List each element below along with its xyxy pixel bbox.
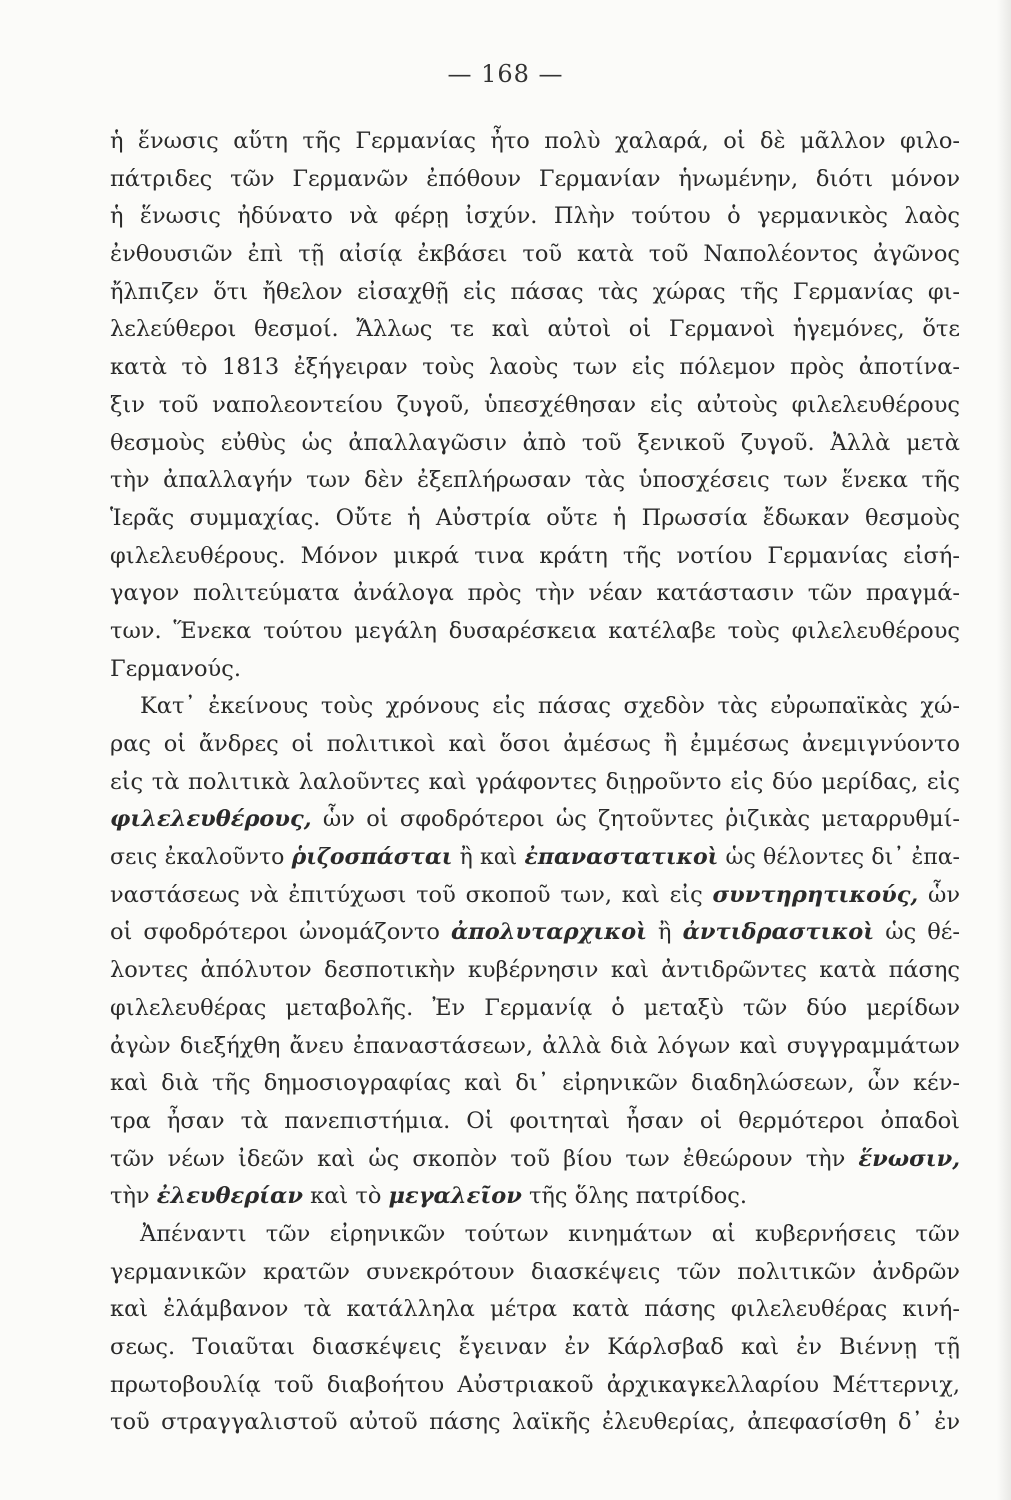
text-line: ἤλπιζεν ὅτι ἤθελον εἰσαχθῇ εἰς πάσας τὰς χώρας τῆς Γερμανίας φι- — [110, 278, 960, 305]
text-line: Γερμανούς. — [110, 655, 241, 682]
text-line: Ἀπέναντι τῶν εἰρηνικῶν τούτων κινημάτων αἱ κυβερνήσεις τῶν — [140, 1220, 960, 1247]
text-line: θεσμοὺς εὐθὺς ὡς ἀπαλλαγῶσιν ἀπὸ τοῦ ξενικοῦ ζυγοῦ. Ἀλλὰ μετὰ — [110, 429, 960, 456]
text-line: πάτριδες τῶν Γερμανῶν ἐπόθουν Γερμανίαν ἡνωμένην, διότι μόνον — [110, 165, 960, 192]
text-line: τὴν ἀπαλλαγήν των δὲν ἐξεπλήρωσαν τὰς ὑποσχέσεις των ἕνεκα τῆς — [110, 467, 960, 494]
text-line: σεως. Τοιαῦται διασκέψεις ἔγειναν ἐν Κάρλσβαδ καὶ ἐν Βιέννῃ τῇ — [110, 1334, 960, 1360]
text-line: γερμανικῶν κρατῶν συνεκρότουν διασκέψεις τῶν πολιτικῶν ἀνδρῶν — [110, 1258, 960, 1285]
text-line: Ἱερᾶς συμμαχίας. Οὔτε ἡ Αὐστρία οὔτε ἡ Πρωσσία ἔδωκαν θεσμοὺς — [110, 504, 960, 531]
text-line: φιλελευθέρους. Μόνον μικρά τινα κράτη τῆς νοτίου Γερμανίας εἰσή- — [110, 542, 960, 569]
text-line: τοῦ στραγγαλιστοῦ αὐτοῦ πάσης λαϊκῆς ἐλευθερίας, ἀπεφασίσθη δ᾿ ἐν — [110, 1409, 960, 1436]
page-edge-shadow — [997, 0, 1011, 1500]
text-line: τὴν ἐλευθερίαν καὶ τὸ μεγαλεῖον τῆς ὅλης πατρίδος. — [110, 1183, 748, 1210]
text-line: φιλελευθέρας μεταβολῆς. Ἐν Γερμανίᾳ ὁ μεταξὺ τῶν δύο μερίδων — [110, 994, 960, 1021]
text-line: λελεύθεροι θεσμοί. Ἄλλως τε καὶ αὐτοὶ οἱ Γερμανοὶ ἡγεμόνες, ὅτε — [110, 316, 960, 343]
text-line: φιλελευθέρους, ὧν οἱ σφοδρότεροι ὡς ζητοῦντες ῥιζικὰς μεταρρυθμί- — [110, 806, 961, 833]
text-line: ρας οἱ ἄνδρες οἱ πολιτικοὶ καὶ ὅσοι ἀμέσως ἢ ἐμμέσως ἀνεμιγνύοντο — [110, 731, 960, 757]
text-line: καὶ ἐλάμβανον τὰ κατάλληλα μέτρα κατὰ πάσης φιλελευθέρας κινή- — [110, 1296, 960, 1323]
text-line: των. Ἕνεκα τούτου μεγάλη δυσαρέσκεια κατέλαβε τοὺς φιλελευθέρους — [110, 617, 960, 644]
text-line: οἱ σφοδρότεροι ὠνομάζοντο ἀπολυταρχικοὶ ἢ ἀντιδραστικοὶ ὡς θέ- — [110, 919, 961, 946]
text-line: ξιν τοῦ ναπολεοντείου ζυγοῦ, ὑπεσχέθησαν εἰς αὐτοὺς φιλελευθέρους — [110, 391, 960, 418]
text-line: τῶν νέων ἰδεῶν καὶ ὡς σκοπὸν τοῦ βίου των ἐθεώρουν τὴν ἕνωσιν, — [110, 1145, 961, 1172]
text-line: ἡ ἕνωσις ἠδύνατο νὰ φέρῃ ἰσχύν. Πλὴν τούτου ὁ γερμανικὸς λαὸς — [110, 203, 960, 230]
text-line: ἀγὼν διεξήχθη ἄνευ ἐπαναστάσεων, ἀλλὰ διὰ λόγων καὶ συγγραμμάτων — [110, 1032, 960, 1059]
text-line: πρωτοβουλίᾳ τοῦ διαβοήτου Αὐστριακοῦ ἀρχικαγκελλαρίου Μέττερνιχ, — [110, 1371, 960, 1398]
text-line: Κατ᾿ ἐκείνους τοὺς χρόνους εἰς πάσας σχεδὸν τὰς εὐρωπαϊκὰς χώ- — [140, 693, 960, 720]
text-line: ναστάσεως νὰ ἐπιτύχωσι τοῦ σκοποῦ των, καὶ εἰς συντηρητικούς, ὧν — [110, 881, 961, 908]
text-line: σεις ἐκαλοῦντο ῥιζοσπάσται ἢ καὶ ἐπαναστατικοὶ ὡς θέλοντες δι᾿ ἐπα- — [110, 844, 960, 871]
body-text — [110, 123, 960, 1442]
text-line: εἰς τὰ πολιτικὰ λαλοῦντες καὶ γράφοντες διῃροῦντο εἰς δύο μερίδας, εἰς — [110, 768, 960, 795]
text-line: τρα ἦσαν τὰ πανεπιστήμια. Οἱ φοιτηταὶ ἦσαν οἱ θερμότεροι ὀπαδοὶ — [110, 1107, 960, 1134]
text-line: κατὰ τὸ 1813 ἐξήγειραν τοὺς λαοὺς των εἰς πόλεμον πρὸς ἀποτίνα- — [110, 354, 960, 381]
text-line: ἡ ἕνωσις αὕτη τῆς Γερμανίας ἦτο πολὺ χαλαρά, οἱ δὲ μᾶλλον φιλο- — [110, 128, 960, 154]
text-line: ἐνθουσιῶν ἐπὶ τῇ αἰσίᾳ ἐκβάσει τοῦ κατὰ τοῦ Ναπολέοντος ἀγῶνος — [110, 241, 960, 268]
page-number: — 168 — — [447, 60, 564, 88]
text-line: λοντες ἀπόλυτον δεσποτικὴν κυβέρνησιν καὶ ἀντιδρῶντες κατὰ πάσης — [110, 957, 960, 984]
text-line: καὶ διὰ τῆς δημοσιογραφίας καὶ δι᾿ εἰρηνικῶν διαδηλώσεων, ὧν κέν- — [110, 1070, 960, 1097]
text-line: γαγον πολιτεύματα ἀνάλογα πρὸς τὴν νέαν κατάστασιν τῶν πραγμά- — [110, 580, 960, 607]
